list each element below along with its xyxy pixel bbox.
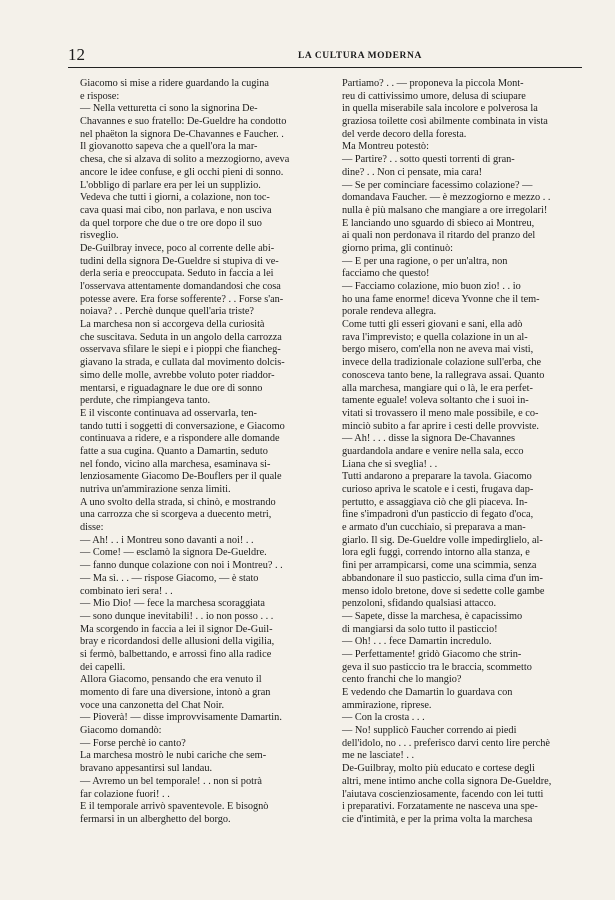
left-column <box>80 78 318 827</box>
right-column <box>342 78 580 827</box>
right-column-text: Partiamo? . . — proponeva la piccola Mont- reu di cattivissimo umore, delusa di sciupare in quella miserabile sala incolore e polverosa la graziosa toilette così abilmente combinata in vista del verde decoro della foresta. Ma Montreu potestò: — Partire? . . sotto questi torrenti di gran- dine? . . Non ci pensate, mia cara! — Se per cominciare facessimo colazione? — domandava Faucher. — è mezzogiorno e mezzo . . nulla è più malsano che mangiare a ore irregolari! E lanciando uno sguardo di sbieco ai Montreu, ai quali non perdonava il ritardo del pranzo del giorno prima, gli continuò: — E per una ragione, o per un'altra, non facciamo che questo! — Facciamo colazione, mio buon zio! . . io ho una fame enorme! diceva Yvonne che il tem- porale rendeva allegra. Come tutti gli esseri giovani e sani, ella adò rava l'imprevisto; e quella colazione in un al- bergo misero, com'ella non ne aveva mai visti, invece della tradizionale colazione sull'erba, che conosceva tanto bene, la rallegrava assai. Quanto alla marchesa, mangiare qui o là, le era perfet- tamente eguale! voleva soltanto che i suoi in- vitati si trovassero il meno male possibile, e co- minciò subito a far aprire i cesti delle provviste. — Ah! . . . disse la signora De-Chavannes guardandola andare e venire nella sala, ecco Liana che si sveglia! . . Tutti andarono a preparare la tavola. Giacomo curioso apriva le scatole e i cesti, frugava dap- pertutto, e assaggiava ciò che gli piaceva. In- fine s'impadronì d'un pasticcio di fegato d'oca, e armato d'un cucchiaio, si preparava a man- giarlo. Il sig. De-Gueldre volle impedirglielo, al- lora egli fuggì, correndo intorno alla stanza, e fini per arrampicarsi, come una scimmia, senza abbandonare il suo pasticcio, sulla cima d'un im- menso idolo bretone, dove si sedette colle gambe penzoloni, sfidando qualsiasi attacco. — Sapete, disse la marchesa, è capacissimo di mangiarsi da solo tutto il pasticcio! — Oh! . . . fece Damartin incredulo. — Perfettamente! gridò Giacomo che strin- geva il suo pasticcio tra le braccia, scommetto cento franchi che lo mangio? E vedendo che Damartin lo guardava con ammirazione, riprese. — Con la crosta . . . — No! supplicò Faucher correndo ai piedi dell'idolo, no . . . preferisco darvi cento lire perchè me ne lasciate! . . De-Guilbray, molto più educato e cortese degli altri, mene intimo anche colla signora De-Gueldre, l'aiutava coscienziosamente, facendo con lei tutti i preparativi. Forzatamente ne nasceva una spe- cie d'intimità, e per la prima volta la marchesa <box>342 78 552 825</box>
left-column-text: Giacomo si mise a ridere guardando la cugina e rispose: — Nella vetturetta ci sono la signorina De- Chavannes e suo fratello: De-Gueldre ha condotto nel phaëton la signora De-Chavannes e Faucher. . Il giovanotto sapeva che a quell'ora la mar- chesa, che si alzava di solito a mezzogiorno, aveva ancore le idee confuse, e gli occhi pieni di sonno. L'obbligo di parlare era per lei un supplizio. Vedeva che tutti i giorni, a colazione, non toc- cava quasi mai cibo, non parlava, e non usciva da quel torpore che due o tre ore dopo il suo risveglio. De-Guilbray invece, poco al corrente delle abi- tudini della signora De-Gueldre si stupiva di ve- derla seria e preoccupata. Seduto in faccia a lei l'osservava attentamente domandandosi che cosa potesse avere. Era forse sofferente? . . Forse s'an- noiava? . . Perchè dunque quell'aria triste? La marchesa non si accorgeva della curiosità che suscitava. Seduta in un angolo della carrozza osservava sfilare le siepi e i pioppi che fiancheg- giavano la strada, e cullata dal movimento dolcis- simo delle molle, avrebbe voluto poter riaddor- mentarsi, e riguadagnare le due ore di sonno perdute, che rimpiangeva tanto. E il visconte continuava ad osservarla, ten- tando tutti i soggetti di conversazione, e Giacomo continuava a ridere, e a rispondere alle domande fatte a sua cugina. Quanto a Damartin, seduto nel fondo, vicino alla marchesa, esaminava si- lenziosamente Giacomo De-Bouflers per il quale nutriva un'ammirazione senza limiti. A uno svolto della strada, si chinò, e mostrando una carrozza che si scorgeva a duecento metri, disse: — Ah! . . i Montreu sono davanti a noi! . . — Come! — esclamò la signora De-Gueldre. — fanno dunque colazione con noi i Montreu? . . — Ma sì. . . — rispose Giacomo, — è stato combinato ieri sera! . . — Mio Dio! — fece la marchesa scoraggiata — sono dunque inevitabili! . . io non posso . . . Ma scorgendo in faccia a lei il signor De-Guil- bray e ricordandosi delle allusioni della vigilia, si fermò, balbettando, e arrossì fino alla radice dei capelli. Allora Giacomo, pensando che era venuto il momento di fare una diversione, intonò a gran voce una canzonetta del Chat Noir. — Pioverà! — disse improvvisamente Damartin. Giacomo domandò: — Forse perchè io canto? La marchesa mostrò le nubi cariche che sem- bravano appesantirsi sul landau. — Avremo un bel temporale! . . non si potrà far colazione fuori! . . E il temporale arrivò spaventevole. E bisognò fermarsi in un alberghetto del borgo. <box>80 78 290 825</box>
page-number: 12 <box>68 45 85 64</box>
running-title: LA CULTURA MODERNA <box>298 51 422 61</box>
page-header <box>68 45 582 67</box>
header-rule <box>68 67 582 68</box>
